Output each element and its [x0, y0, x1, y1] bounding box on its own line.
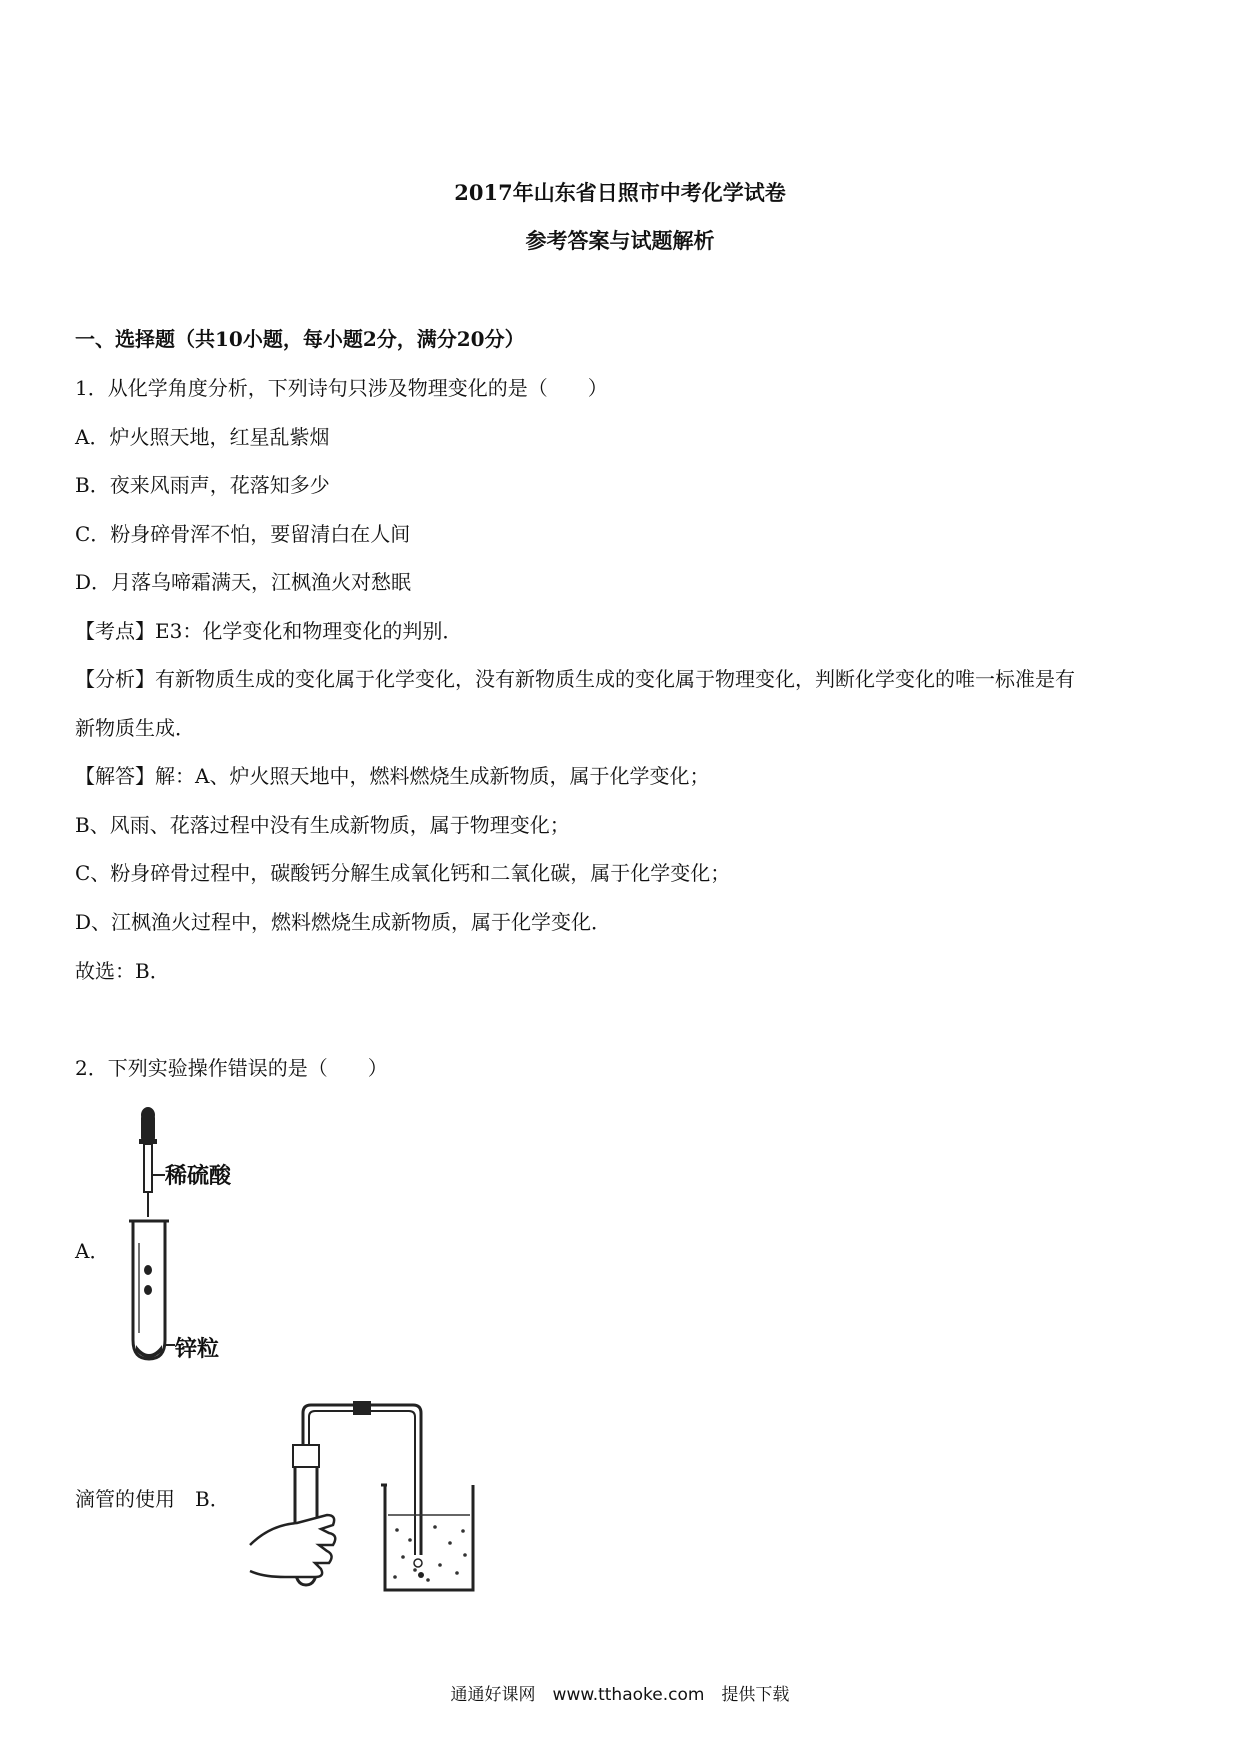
question-1-option-b: B．夜来风雨声，花落知多少 — [75, 473, 330, 497]
question-1-fenxi-line2: 新物质生成． — [75, 716, 195, 740]
figure-label-zinc-granules: 锌粒 — [175, 1337, 220, 1362]
question-2-option-a-label: A． — [75, 1239, 110, 1263]
question-1-answer: 故选：B． — [75, 959, 170, 983]
question-2-stem: 2．下列实验操作错误的是（ ） — [75, 1056, 388, 1080]
page-footer: 通通好课网 www.tthaoke.com 提供下载 — [450, 1685, 790, 1705]
question-1-option-d: D．月落乌啼霜满天，江枫渔火对愁眠 — [75, 570, 412, 594]
question-1-jieda-c: C、粉身碎骨过程中，碳酸钙分解生成氧化钙和二氧化碳，属于化学变化； — [75, 861, 731, 885]
question-1-option-c: C．粉身碎骨浑不怕，要留清白在人间 — [75, 522, 411, 546]
figure-airtightness-check — [245, 1395, 485, 1600]
figure-dropper-test-tube — [120, 1095, 250, 1370]
question-1-stem: 1．从化学角度分析，下列诗句只涉及物理变化的是（ ） — [75, 376, 608, 400]
question-1-jieda-a: 【解答】解：A、炉火照天地中，燃料燃烧生成新物质，属于化学变化； — [75, 764, 710, 788]
figure-label-dilute-sulfuric-acid: 稀硫酸 — [165, 1164, 232, 1189]
question-1-jieda-d: D、江枫渔火过程中，燃料燃烧生成新物质，属于化学变化． — [75, 910, 612, 934]
question-1-fenxi-line1: 【分析】有新物质生成的变化属于化学变化，没有新物质生成的变化属于物理变化，判断化学变化的唯一标准是有 — [75, 667, 1075, 691]
page-title: 2017年山东省日照市中考化学试卷 — [454, 180, 786, 205]
question-1-kaodian: 【考点】E3：化学变化和物理变化的判别． — [75, 619, 463, 643]
question-2-option-a-caption-b-label: 滴管的使用 B． — [75, 1487, 230, 1511]
page-subtitle: 参考答案与试题解析 — [525, 228, 715, 253]
section-heading: 一、选择题（共10小题，每小题2分，满分20分） — [75, 327, 525, 351]
question-1-jieda-b: B、风雨、花落过程中没有生成新物质，属于物理变化； — [75, 813, 570, 837]
question-1-option-a: A．炉火照天地，红星乱紫烟 — [75, 425, 330, 449]
